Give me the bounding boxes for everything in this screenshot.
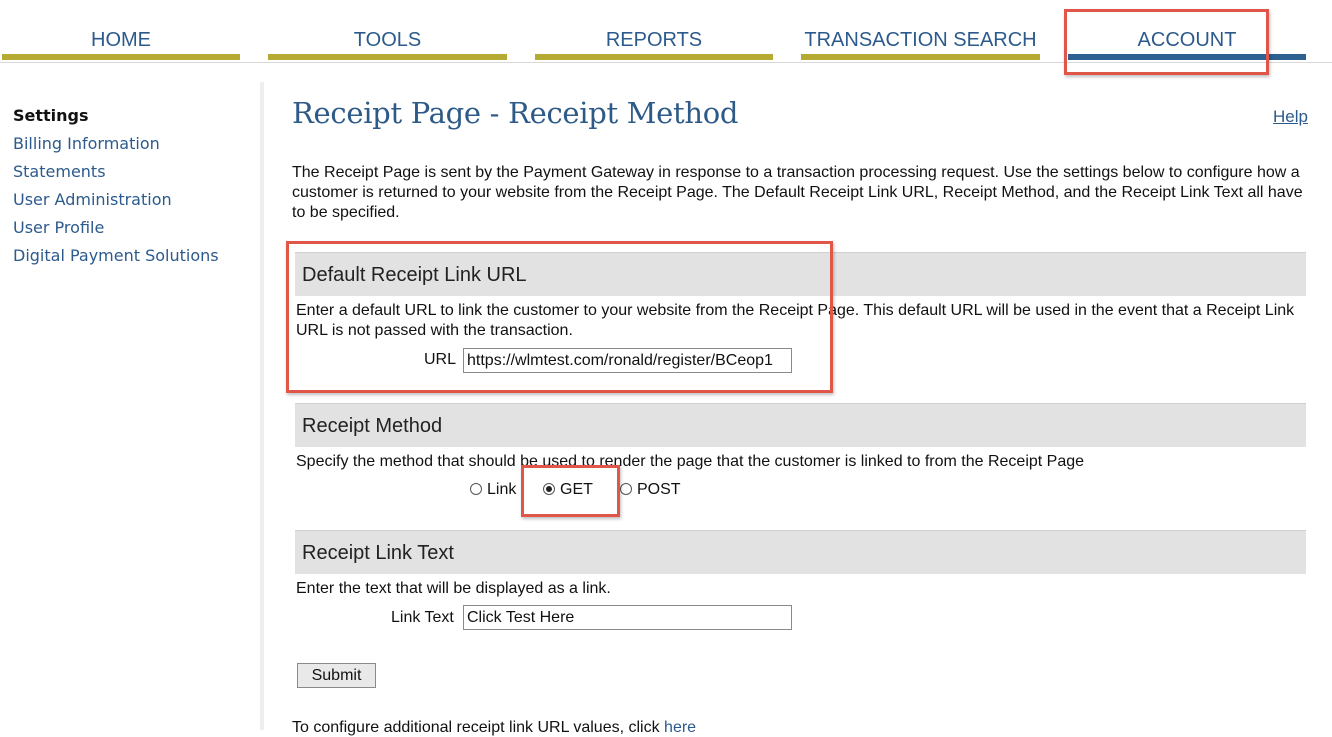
- url-input[interactable]: [463, 348, 792, 373]
- nav-tab-account[interactable]: [1068, 0, 1306, 62]
- nav-tab-underline: [268, 54, 507, 60]
- footer-note: [292, 719, 696, 737]
- section-header-receipt-link-text: [295, 530, 1306, 574]
- nav-tab-label: ACCOUNT: [1137, 29, 1237, 51]
- footer-note-text: To configure additional receipt link URL values, click: [292, 719, 660, 736]
- receipt-method-description: Specify the method that should be used to render the page that the customer is linked to from the Receipt Page: [296, 453, 1085, 470]
- section-heading: Receipt Link Text: [302, 542, 454, 564]
- intro-text: The Receipt Page is sent by the Payment Gateway in response to a transaction processing request. Use the settings below to configure how a customer is returned to your website from the Receipt Page. The Default Receipt Link URL, Receipt Method, and the Receipt Link Text all have to be specified.: [292, 164, 1303, 221]
- link-text-field-label: Link Text: [391, 609, 454, 626]
- radio-post[interactable]: [620, 483, 632, 495]
- radio-get[interactable]: [543, 483, 555, 495]
- sidebar-item-billing-information[interactable]: Billing Information: [13, 134, 160, 153]
- nav-tab-underline: [535, 54, 773, 60]
- sidebar-item-user-administration[interactable]: User Administration: [13, 190, 172, 209]
- receipt-method-radio-group: [470, 480, 700, 500]
- nav-tab-label: TRANSACTION SEARCH: [804, 29, 1037, 51]
- section-header-receipt-method: [295, 403, 1306, 447]
- footer-here-link[interactable]: here: [664, 719, 697, 736]
- nav-tab-transaction-search[interactable]: [801, 0, 1040, 62]
- page-title: Receipt Page - Receipt Method: [292, 96, 739, 130]
- link-text-input[interactable]: [463, 605, 792, 630]
- nav-tab-label: HOME: [91, 29, 151, 51]
- radio-label-post[interactable]: POST: [637, 481, 681, 498]
- nav-tab-underline: [2, 54, 240, 60]
- sidebar-item-user-profile[interactable]: User Profile: [13, 218, 105, 237]
- section-heading: Default Receipt Link URL: [302, 264, 527, 286]
- radio-link[interactable]: [470, 483, 482, 495]
- default-url-description: Enter a default URL to link the customer to your website from the Receipt Page. This default URL will be used in the event that a Receipt Link URL is not passed with the transaction.: [296, 302, 1295, 339]
- url-field-label: URL: [424, 351, 457, 368]
- sidebar-item-statements[interactable]: Statements: [13, 162, 106, 181]
- nav-tab-underline-active: [1068, 54, 1306, 60]
- nav-tab-label: TOOLS: [353, 29, 422, 51]
- radio-label-link[interactable]: Link: [487, 481, 517, 498]
- nav-tab-label: REPORTS: [605, 29, 703, 51]
- radio-label-get[interactable]: GET: [560, 481, 593, 498]
- sidebar: [0, 82, 264, 730]
- section-heading: Receipt Method: [302, 415, 443, 437]
- nav-tab-home[interactable]: [2, 0, 240, 62]
- submit-button[interactable]: Submit: [297, 663, 376, 688]
- help-link[interactable]: Help: [1273, 107, 1308, 126]
- top-navigation: [0, 0, 1332, 63]
- nav-tab-reports[interactable]: [535, 0, 773, 62]
- nav-tab-underline: [801, 54, 1040, 60]
- link-text-description: Enter the text that will be displayed as a link.: [296, 580, 611, 597]
- nav-tab-tools[interactable]: [268, 0, 507, 62]
- sidebar-item-settings[interactable]: Settings: [13, 106, 89, 125]
- sidebar-item-digital-payment-solutions[interactable]: Digital Payment Solutions: [13, 246, 219, 265]
- section-header-default-receipt-link-url: [295, 252, 1306, 296]
